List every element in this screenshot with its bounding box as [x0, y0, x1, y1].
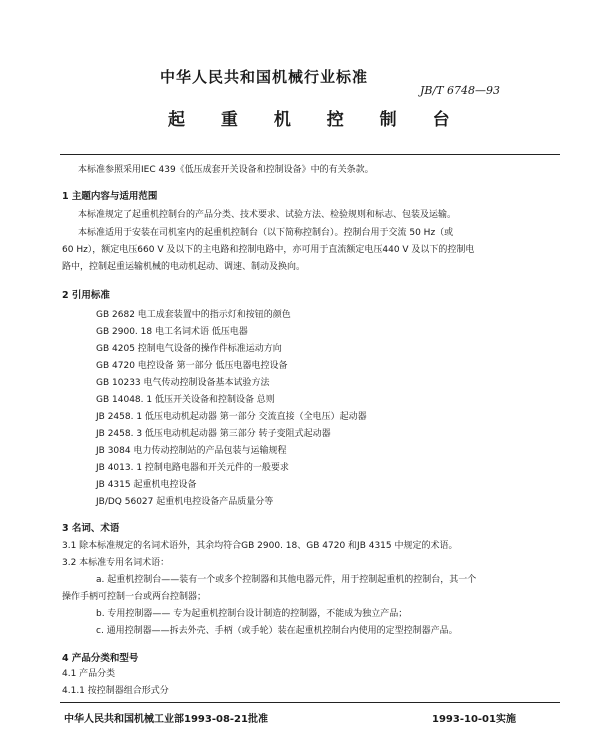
footer-divider — [60, 702, 560, 703]
reference-item: GB 2900. 18 电工名词术语 低压电器 — [96, 327, 248, 337]
term-c: c. 通用控制器——拆去外壳、手柄（或手轮）装在起重机控制台内使用的定型控制器产品。 — [96, 626, 458, 636]
reference-item: GB 14048. 1 低压开关设备和控制设备 总则 — [96, 395, 275, 405]
reference-item: GB 2682 电工成套装置中的指示灯和按钮的颜色 — [96, 310, 291, 320]
reference-item: JB/DQ 56027 起重机电控设备产品质量分等 — [96, 497, 274, 507]
term-b: b. 专用控制器—— 专为起重机控制台设计制造的控制器，不能成为独立产品； — [96, 609, 408, 619]
approval-line: 中华人民共和国机械工业部1993-08-21批准 — [64, 714, 268, 725]
section-1-paragraph-2-line-3: 路中，控制起重运输机械的电动机起动、调速、制动及换向。 — [62, 262, 306, 272]
header-divider — [60, 154, 560, 155]
reference-item: JB 4013. 1 控制电路电器和开关元件的一般要求 — [96, 463, 289, 473]
reference-item: GB 4720 电控设备 第一部分 低压电器电控设备 — [96, 361, 288, 371]
standard-number: JB/T 6748—93 — [420, 84, 501, 97]
implementation-date: 1993-10-01实施 — [432, 714, 516, 725]
reference-item: GB 4205 控制电气设备的操作件标准运动方向 — [96, 344, 282, 354]
clause-4-1-1: 4.1.1 按控制器组合形式分 — [62, 686, 169, 696]
issuing-body: 中华人民共和国机械行业标准 — [160, 68, 369, 86]
reference-item: JB 3084 电力传动控制站的产品包装与运输规程 — [96, 446, 287, 456]
section-1-paragraph-2-line-2: 60 Hz），额定电压660 V 及以下的主电路和控制电路中，亦可用于直流额定电压440 V 及以下的控制电 — [62, 245, 475, 255]
term-a-line-2: 操作手柄可控制一台或两台控制器； — [62, 592, 207, 602]
intro-paragraph: 本标准参照采用IEC 439《低压成套开关设备和控制设备》中的有关条款。 — [78, 165, 374, 175]
term-a-line-1: a. 起重机控制台——装有一个或多个控制器和其他电器元件，用于控制起重机的控制台，其一个 — [96, 575, 477, 585]
section-1-paragraph-1: 本标准规定了起重机控制台的产品分类、技术要求、试验方法、检验规则和标志、包装及运输。 — [78, 210, 457, 220]
reference-item: GB 10233 电气传动控制设备基本试验方法 — [96, 378, 270, 388]
clause-3-2: 3.2 本标准专用名词术语： — [62, 558, 170, 568]
section-2-heading: 2 引用标准 — [62, 290, 110, 301]
section-1-heading: 1 主题内容与适用范围 — [62, 191, 158, 202]
clause-3-1: 3.1 除本标准规定的名词术语外，其余均符合GB 2900. 18、GB 4720 和JB 4315 中规定的术语。 — [62, 541, 458, 551]
section-3-heading: 3 名词、术语 — [62, 523, 120, 534]
reference-item: JB 4315 起重机电控设备 — [96, 480, 197, 490]
document-title: 起 重 机 控 制 台 — [168, 110, 465, 130]
reference-item: JB 2458. 3 低压电动机起动器 第三部分 转子变阻式起动器 — [96, 429, 331, 439]
clause-4-1: 4.1 产品分类 — [62, 669, 116, 679]
reference-item: JB 2458. 1 低压电动机起动器 第一部分 交流直接（全电压）起动器 — [96, 412, 367, 422]
section-4-heading: 4 产品分类和型号 — [62, 653, 139, 664]
section-1-paragraph-2-line-1: 本标准适用于安装在司机室内的起重机控制台（以下简称控制台）。控制台用于交流 50 Hz（或 — [78, 228, 454, 238]
